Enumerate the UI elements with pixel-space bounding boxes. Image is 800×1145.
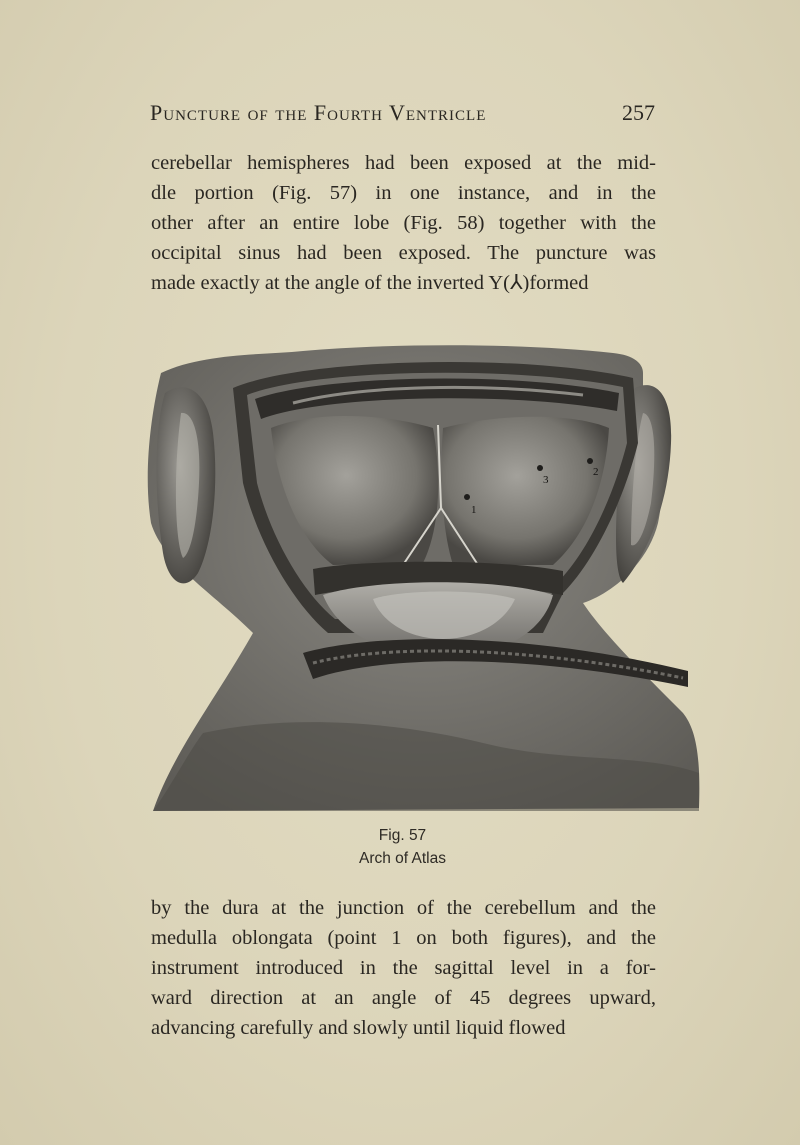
text-line: ward direction at an angle of 45 degrees upward, — [151, 987, 656, 1009]
text-line: cerebellar hemispheres had been exposed at the mid- — [151, 152, 656, 174]
text-line: other after an entire lobe (Fig. 58) together with the — [151, 212, 656, 234]
text-line: instrument introduced in the sagittal level in a for- — [151, 957, 656, 979]
running-head — [150, 100, 655, 132]
text-line: advancing carefully and slowly until liquid flowed — [151, 1017, 566, 1039]
figure-caption: Arch of Atlas — [358, 850, 446, 867]
paragraph-bottom — [151, 893, 656, 1043]
point-label-1: 1 — [471, 504, 477, 516]
text-line: occipital sinus had been exposed. The puncture was — [151, 242, 656, 264]
text-line: by the dura at the junction of the cerebellum and the — [151, 897, 656, 919]
text-line: dle portion (Fig. 57) in one instance, and in the — [151, 182, 656, 204]
anatomical-illustration — [143, 333, 703, 815]
paragraph-top — [151, 148, 656, 298]
text-line: made exactly at the angle of the inverted Y(⅄)formed — [151, 272, 589, 294]
running-head-title: Puncture of the Fourth Ventricle — [150, 100, 487, 125]
figure-label: Fig. 57 — [378, 827, 427, 844]
point-label-2: 2 — [593, 466, 599, 478]
text-line: medulla oblongata (point 1 on both figures), and the — [151, 927, 656, 949]
page-number: 257 — [622, 100, 655, 125]
point-label-3: 3 — [543, 474, 549, 486]
